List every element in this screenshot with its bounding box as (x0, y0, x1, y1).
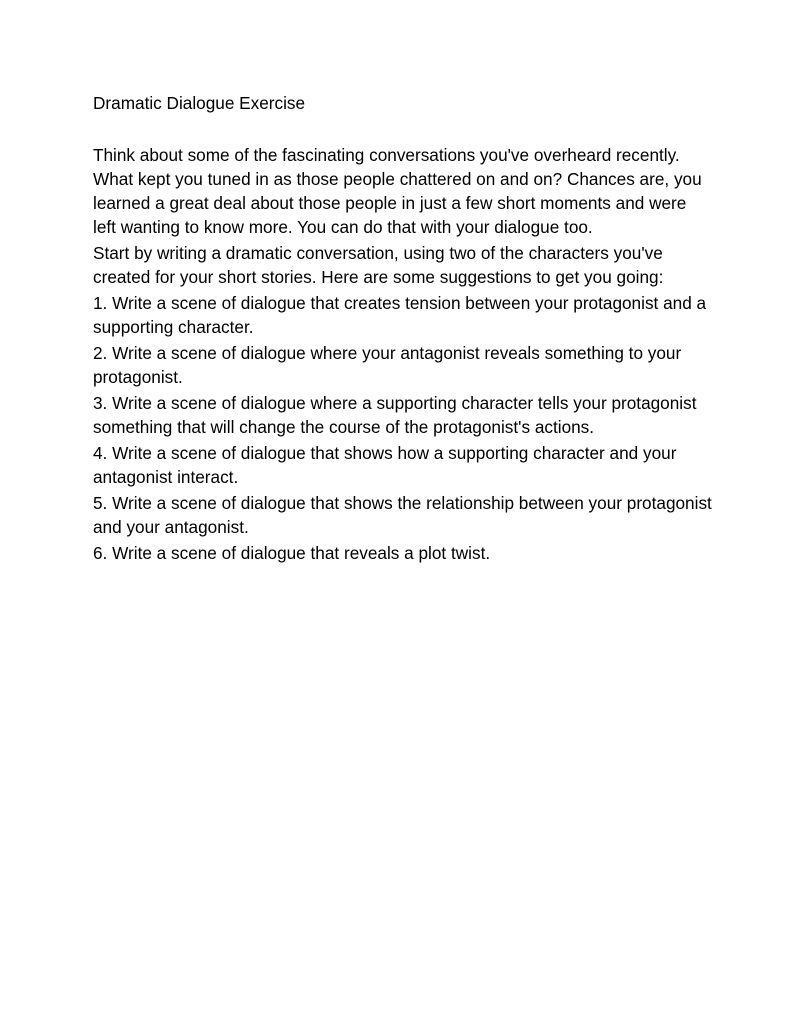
suggestion-item: 2. Write a scene of dialogue where your antagonist reveals something to your protagonist. (93, 343, 682, 387)
suggestion-item: 1. Write a scene of dialogue that creates tension between your protagonist and a supporting character. (93, 293, 707, 337)
suggestion-item: 5. Write a scene of dialogue that shows the relationship between your protagonist and your antagonist. (93, 493, 712, 537)
instructions-paragraph: Start by writing a dramatic conversation, using two of the characters you've created for your short stories. Here are some suggestions to get you going: (93, 243, 664, 287)
intro-paragraph: Think about some of the fascinating conversations you've overheard recently. What kept you tuned in as those people chattered on and on? Chances are, you learned a great deal about those people in just a few short moments and were left wanting to know more. You can do that with your dialogue too. (93, 145, 702, 237)
suggestion-item: 3. Write a scene of dialogue where a supporting character tells your protagonist something that will change the course of the protagonist's actions. (93, 393, 697, 437)
suggestion-item: 6. Write a scene of dialogue that reveals a plot twist. (93, 543, 491, 563)
suggestion-item: 4. Write a scene of dialogue that shows how a supporting character and your antagonist interact. (93, 443, 677, 487)
suggestions-list (93, 291, 713, 565)
document-body (93, 91, 713, 567)
document-title: Dramatic Dialogue Exercise (93, 93, 306, 113)
